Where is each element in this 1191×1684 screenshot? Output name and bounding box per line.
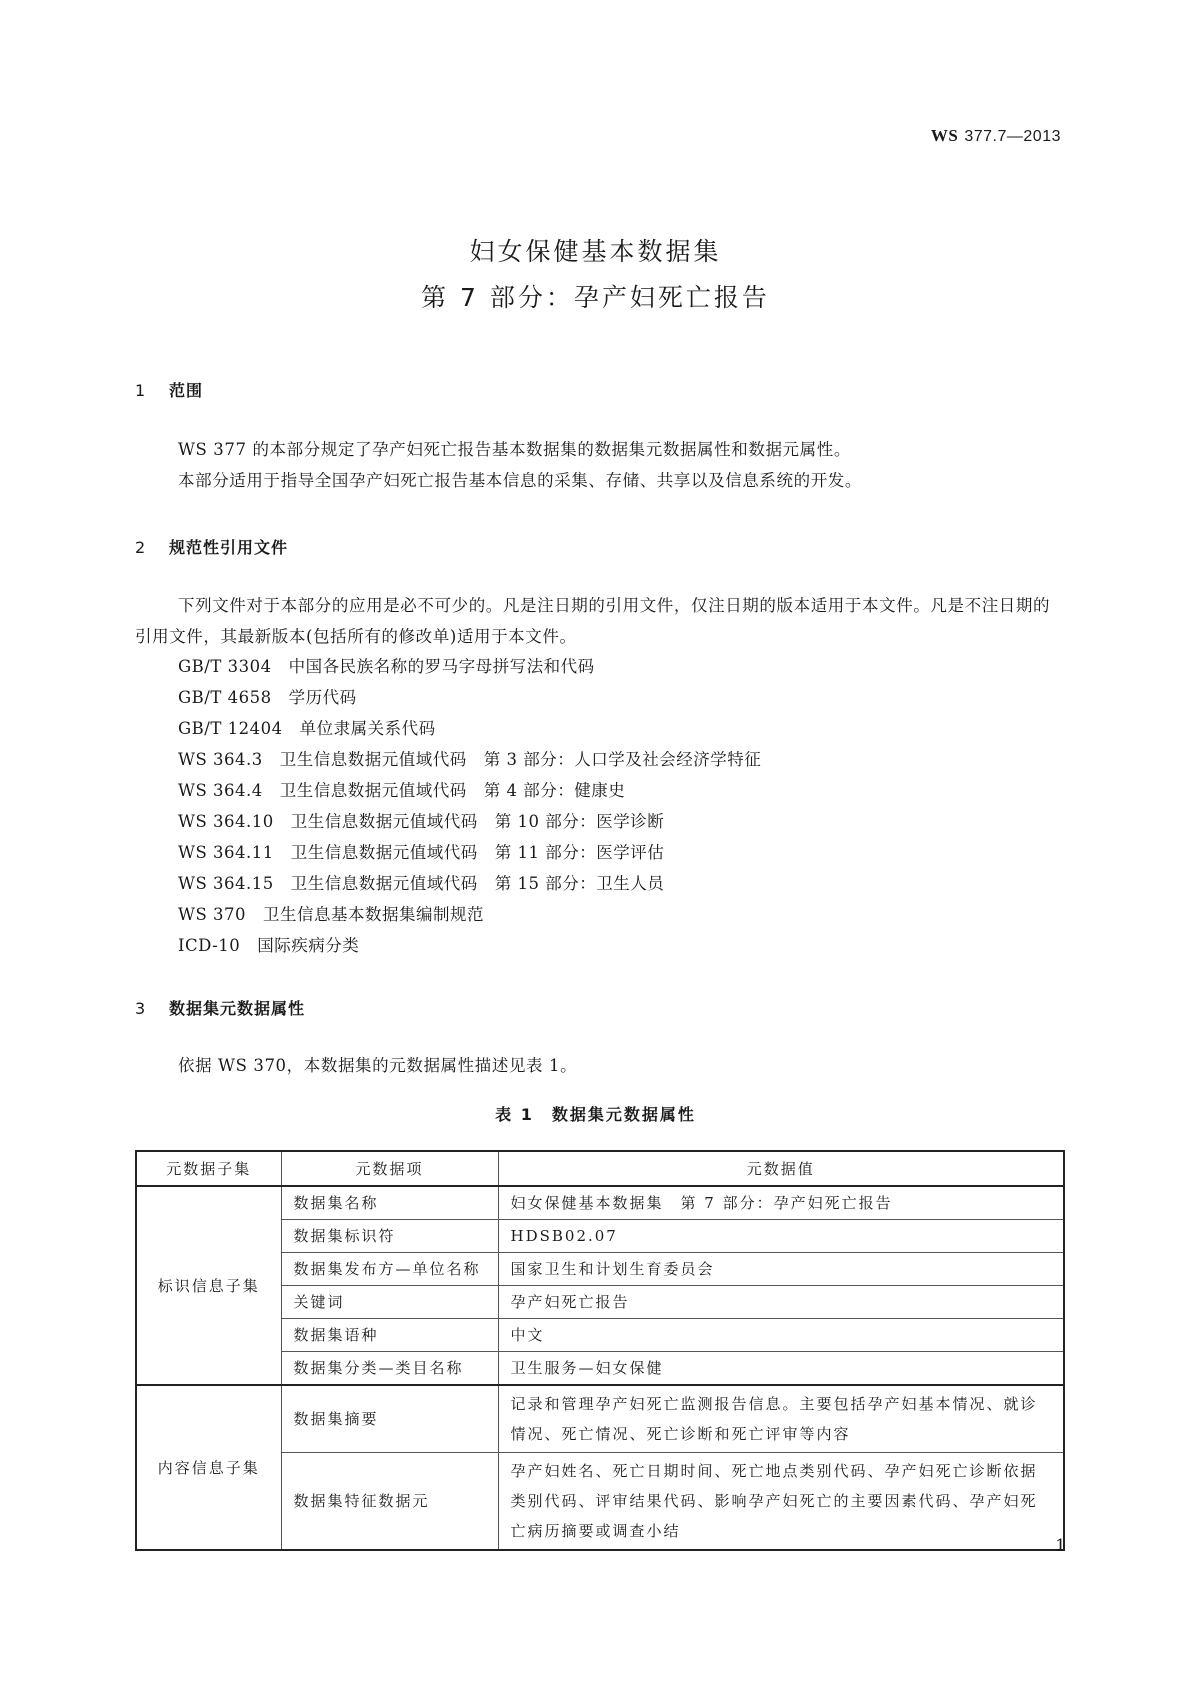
metadata-value: 卫生服务—妇女保健: [498, 1352, 1064, 1386]
references-intro-paragraph: 下列文件对于本部分的应用是必不可少的。凡是注日期的引用文件，仅注日期的版本适用于本文件。凡是不注日期的引用文件，其最新版本(包括所有的修改单)适用于本文件。: [135, 596, 1051, 646]
table-caption: 表 1 数据集元数据属性: [495, 1105, 696, 1124]
reference-item: WS 364.11 卫生信息数据元值域代码 第 11 部分：医学评估: [178, 843, 665, 862]
table-header: 元数据子集: [136, 1151, 281, 1186]
standard-prefix: WS: [930, 126, 959, 145]
metadata-item: 数据集特征数据元: [281, 1453, 498, 1551]
reference-item: WS 364.4 卫生信息数据元值域代码 第 4 部分：健康史: [178, 781, 626, 800]
metadata-value: 国家卫生和计划生育委员会: [498, 1253, 1064, 1286]
table-row: [136, 1186, 1064, 1220]
reference-item: WS 370 卫生信息基本数据集编制规范: [178, 905, 485, 924]
metadata-value: 孕产妇死亡报告: [498, 1286, 1064, 1319]
table-row: [136, 1385, 1064, 1453]
metadata-intro-paragraph: 依据 WS 370，本数据集的元数据属性描述见表 1。: [178, 1056, 578, 1075]
reference-item: GB/T 3304 中国各民族名称的罗马字母拼写法和代码: [178, 657, 595, 676]
metadata-value: HDSB02.07: [498, 1220, 1064, 1253]
reference-item: WS 364.3 卫生信息数据元值域代码 第 3 部分：人口学及社会经济学特征: [178, 750, 762, 769]
scope-paragraph-1: WS 377 的本部分规定了孕产妇死亡报告基本数据集的数据集元数据属性和数据元属性。: [178, 440, 851, 459]
metadata-value: 记录和管理孕产妇死亡监测报告信息。主要包括孕产妇基本情况、就诊情况、死亡情况、死亡诊断和死亡评审等内容: [498, 1385, 1064, 1453]
metadata-item: 数据集分类—类目名称: [281, 1352, 498, 1386]
metadata-table: [135, 1150, 1065, 1551]
metadata-item: 关键词: [281, 1286, 498, 1319]
reference-item: WS 364.15 卫生信息数据元值域代码 第 15 部分：卫生人员: [178, 874, 665, 893]
reference-item: GB/T 4658 学历代码: [178, 688, 357, 707]
metadata-item: 数据集名称: [281, 1186, 498, 1220]
metadata-item: 数据集发布方—单位名称: [281, 1253, 498, 1286]
reference-item: WS 364.10 卫生信息数据元值域代码 第 10 部分：医学诊断: [178, 812, 665, 831]
metadata-value: 中文: [498, 1319, 1064, 1352]
reference-item: ICD-10 国际疾病分类: [178, 936, 360, 955]
document-subtitle: 第 7 部分：孕产妇死亡报告: [421, 283, 770, 312]
scope-paragraph-2: 本部分适用于指导全国孕产妇死亡报告基本信息的采集、存储、共享以及信息系统的开发。: [178, 471, 862, 490]
section-heading-scope: 1 范围: [135, 381, 204, 400]
document-title: 妇女保健基本数据集: [469, 237, 722, 266]
reference-item: GB/T 12404 单位隶属关系代码: [178, 719, 436, 738]
metadata-item: 数据集摘要: [281, 1385, 498, 1453]
table-header: 元数据值: [498, 1151, 1064, 1186]
metadata-value: 妇女保健基本数据集 第 7 部分：孕产妇死亡报告: [498, 1186, 1064, 1220]
section-heading-normative-references: 2 规范性引用文件: [135, 538, 289, 557]
standard-number: [931, 126, 1061, 146]
section-heading-metadata-attributes: 3 数据集元数据属性: [135, 999, 306, 1018]
standard-code: 377.7—2013: [964, 128, 1061, 145]
metadata-item: 数据集语种: [281, 1319, 498, 1352]
page-number: 1: [1055, 1536, 1066, 1556]
group-identification: 标识信息子集: [136, 1186, 281, 1385]
table-header: 元数据项: [281, 1151, 498, 1186]
metadata-item: 数据集标识符: [281, 1220, 498, 1253]
metadata-value: 孕产妇姓名、死亡日期时间、死亡地点类别代码、孕产妇死亡诊断依据类别代码、评审结果代码、影响孕产妇死亡的主要因素代码、孕产妇死亡病历摘要或调查小结: [498, 1453, 1064, 1551]
group-content: 内容信息子集: [136, 1385, 281, 1550]
